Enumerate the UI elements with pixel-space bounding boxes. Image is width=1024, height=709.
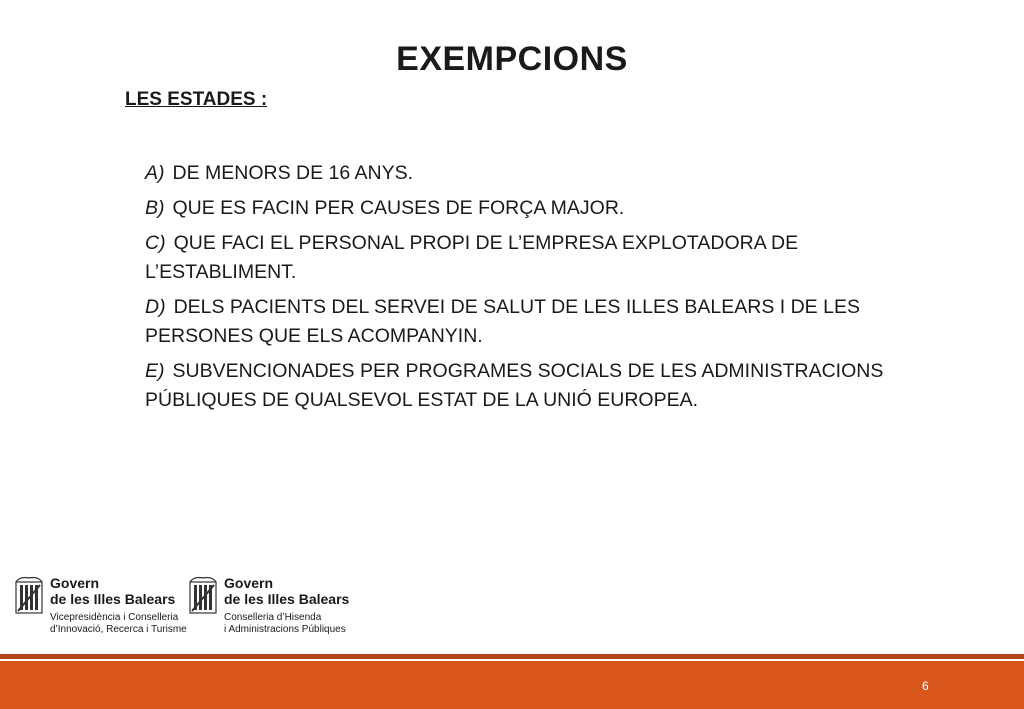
footer-bar bbox=[0, 661, 1024, 709]
logo-name-line: Govern bbox=[224, 575, 274, 591]
balearic-crest-icon bbox=[14, 575, 44, 615]
item-text: QUE ES FACIN PER CAUSES DE FORÇA MAJOR. bbox=[172, 197, 625, 219]
footer-divider bbox=[0, 654, 1024, 659]
page-number: 6 bbox=[922, 679, 929, 693]
logo-department-line: Conselleria d’Hisenda bbox=[224, 612, 322, 623]
exemption-list bbox=[145, 159, 905, 421]
item-text: DELS PACIENTS DEL SERVEI DE SALUT DE LES ILLES BALEARS I DE LES PERSONES QUE ELS ACOMPANYIN. bbox=[145, 296, 860, 347]
list-item-a bbox=[145, 159, 905, 188]
list-item-c bbox=[145, 229, 905, 287]
logo-department-line: d’Innovació, Recerca i Turisme bbox=[50, 624, 187, 635]
list-item-d bbox=[145, 293, 905, 351]
item-letter: E) bbox=[145, 360, 165, 382]
section-subheading: LES ESTADES : bbox=[125, 89, 268, 110]
balearic-crest-icon bbox=[188, 575, 218, 615]
logo-department-line: Vicepresidència i Conselleria bbox=[50, 612, 179, 623]
list-item-b bbox=[145, 194, 905, 223]
government-logo-finance bbox=[188, 575, 349, 636]
item-text: SUBVENCIONADES PER PROGRAMES SOCIALS DE LES ADMINISTRACIONS PÚBLIQUES DE QUALSEVOL ESTAT DE LA UNIÓ EUROPEA. bbox=[145, 360, 884, 411]
slide-title: EXEMPCIONS bbox=[396, 40, 628, 78]
item-letter: C) bbox=[145, 232, 166, 254]
item-letter: D) bbox=[145, 296, 166, 318]
logo-name-line: de les Illes Balears bbox=[50, 591, 176, 607]
logo-name-line: Govern bbox=[50, 575, 100, 591]
item-text: QUE FACI EL PERSONAL PROPI DE L’EMPRESA EXPLOTADORA DE L’ESTABLIMENT. bbox=[145, 232, 799, 283]
item-letter: A) bbox=[145, 162, 165, 184]
logo-department-line: i Administracions Públiques bbox=[224, 624, 346, 635]
item-letter: B) bbox=[145, 197, 165, 219]
government-logo-innovation bbox=[14, 575, 187, 636]
list-item-e bbox=[145, 357, 905, 415]
logo-name-line: de les Illes Balears bbox=[224, 591, 350, 607]
item-text: DE MENORS DE 16 ANYS. bbox=[172, 162, 414, 184]
